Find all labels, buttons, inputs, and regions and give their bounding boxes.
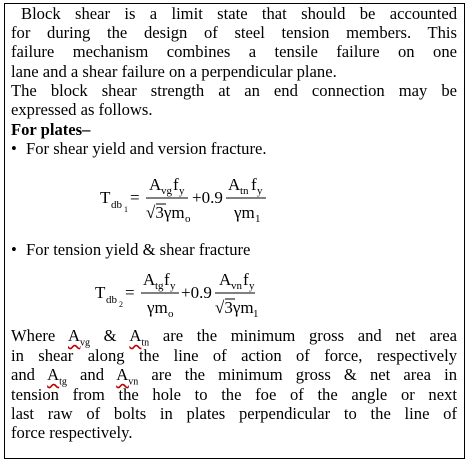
formula-plus: +0.9 [192,188,223,207]
definition-text: are the minimum gross & net area in [138,365,457,384]
formula-den1: γm [147,298,168,317]
formula-den2: γm [234,203,255,222]
paragraph-line-5: The block shear strength at an end connection may be [11,81,457,100]
formula-num2-fsub: y [257,185,263,197]
formula-num2-sub: vn [231,280,242,292]
bullet-dot-icon: • [11,240,17,259]
definition-line-6: force respectively. [11,423,133,442]
formula-num2: A [219,270,232,289]
paragraph-line-4: lane and a shear failure on a perpendicular plane. [11,62,337,81]
bullet-label: For shear yield and version fracture. [26,139,267,158]
formula-num1: A [143,270,156,289]
formula-lhs: T [100,188,111,207]
section-heading: For plates– [11,120,91,139]
formula-num1-fsub: y [170,280,176,292]
formula-lhs-subsub: 2 [119,300,123,309]
definition-line-2: in shear along the line of action of force, respectively [11,346,457,365]
formula-num2-fsub: y [249,280,255,292]
formula-lhs-subsub: 1 [124,205,128,214]
formula-num2: A [228,175,241,194]
formula-num1-sub: tg [155,280,164,292]
formula-lhs: T [95,283,106,302]
bullet-dot-icon: • [11,139,17,158]
paragraph-line-2: for during the design of steel tension members. This [11,23,457,42]
bullet-item-tension-yield [11,240,250,259]
definition-line-4: tension from the hole to the foe of the angle or next [11,385,457,404]
symbol-atn: $A_{tn}$ [129,326,150,349]
formula-equals: = [130,188,140,207]
formula-num2-f: f [251,175,257,194]
formula-den2-sub: 1 [255,213,261,225]
paragraph-line-1: Block shear is a limit state that should be accounted [21,4,457,23]
formula-den1: √3γm [146,203,185,222]
symbol-avg: $A_{vg}$ [68,326,90,349]
formula-num2-f: f [243,270,249,289]
paragraph-line-6: expressed as follows. [11,100,153,119]
definition-text: and [66,365,117,384]
formula-num1-sub: vg [161,185,172,197]
formula-den1-sub: o [168,308,174,320]
formula-den2-sub: 1 [253,308,259,320]
bullet-label: For tension yield & shear fracture [26,240,251,259]
definition-text: Where [11,326,68,345]
formula-num1-f: f [173,175,179,194]
paragraph-line-3: failure mechanism combines a tensile failure on one [11,42,457,61]
definition-text: & [89,326,130,345]
formula-lhs-sub: db [111,199,122,211]
formula-den2: √3γm [215,298,254,317]
symbol-avn: $A_{vn}$ [116,365,139,388]
bullet-item-shear-yield [11,139,267,158]
formula-plus: +0.9 [181,283,212,302]
formula-num1: A [149,175,162,194]
symbol-atg: $A_{tg}$ [47,365,67,388]
formula-shear-yield [100,160,300,238]
formula-num1-f: f [164,270,170,289]
formula-den1-sub: o [185,213,191,225]
formula-num1-fsub: y [179,185,185,197]
formula-tension-yield [95,260,295,324]
definition-text: are the minimum gross and net area [149,326,457,345]
definition-line-5: last raw of bolts in plates perpendicular to the line of [11,404,457,423]
formula-lhs-sub: db [106,294,117,306]
definition-text: and [11,365,48,384]
formula-equals: = [125,283,135,302]
formula-num2-sub: tn [240,185,249,197]
